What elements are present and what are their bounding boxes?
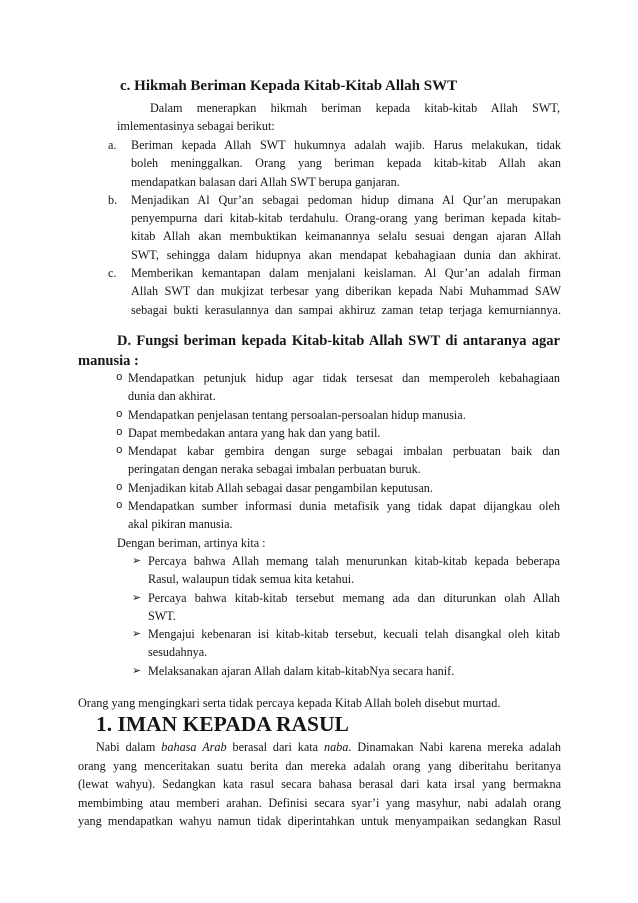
- benefit-item: [116, 406, 560, 424]
- benefit-line: Mendapat kabar gembira dengan surge sebagai imbalan perbuatan baik dan: [128, 444, 560, 459]
- list-item-line: Menjadikan Al Qur’an sebagai pedoman hidup dimana Al Qur’an merupakan: [131, 192, 561, 207]
- benefit-line: Mendapatkan petunjuk hidup agar tidak tersesat dan memperoleh kebahagiaan: [128, 371, 560, 385]
- meaning-item: [132, 625, 560, 662]
- paragraph-line: yang mendapatkan wahyu namun tidak diperintahkan untuk menyampaikan sedangkan Rasul: [78, 814, 561, 829]
- intro-line: Dalam menerapkan hikmah beriman kepada kitab-kitab Allah SWT,: [150, 101, 560, 115]
- list-item-line: kitab Allah akan membuktikan keimanannya selalu sesuai dengan ajaran Allah: [131, 229, 561, 244]
- benefit-line: Mendapatkan penjelasan tentang persoalan-persoalan hidup manusia.: [128, 407, 466, 422]
- section-c-heading: c. Hikmah Beriman Kepada Kitab-Kitab Allah SWT: [120, 78, 458, 94]
- bullet-marker: o: [116, 445, 123, 458]
- meaning-line: Rasul, walaupun tidak semua kita ketahui.: [148, 572, 355, 587]
- list-item-c: [108, 264, 561, 319]
- text-segment: berasal dari kata: [226, 740, 324, 754]
- benefit-item: [116, 424, 560, 442]
- benefit-line: peringatan dengan neraka sebagai imbalan perbuatan buruk.: [128, 462, 421, 477]
- list-marker: c.: [108, 266, 117, 281]
- benefit-item: [116, 497, 560, 534]
- meaning-line: Melaksanakan ajaran Allah dalam kitab-kitabNya secara hanif.: [148, 663, 455, 678]
- section-c-intro: [117, 99, 560, 136]
- meaning-line: sesudahnya.: [148, 645, 208, 660]
- list-item-line: Beriman kepada Allah SWT hukumnya adalah wajib. Harus melakukan, tidak: [131, 138, 561, 152]
- arrow-bullet-icon: ➢: [132, 590, 142, 604]
- paragraph-line: membimbing atau memberi arahan. Definisi secara syar’i yang masyhur, nabi adalah orang: [78, 795, 561, 810]
- arrow-bullet-icon: ➢: [132, 663, 142, 677]
- benefit-line: Dapat membedakan antara yang hak dan yang batil.: [128, 425, 381, 440]
- meaning-line: Percaya bahwa Allah memang talah menurunkan kitab-kitab kepada beberapa: [148, 553, 560, 568]
- list-item-b: [108, 191, 561, 264]
- section-1-heading: 1. IMAN KEPADA RASUL: [96, 712, 349, 736]
- bullet-marker: o: [116, 372, 123, 384]
- closing-line: Orang yang mengingkari serta tidak percaya kepada Kitab Allah boleh disebut murtad.: [78, 696, 501, 710]
- heading-line: D. Fungsi beriman kepada Kitab-kitab Allah SWT di antaranya agar: [117, 333, 560, 349]
- italic-term: bahasa Arab: [161, 740, 227, 754]
- arrow-bullet-icon: ➢: [132, 553, 142, 567]
- text-segment: . Dinamakan Nabi karena mereka adalah: [348, 740, 561, 754]
- list-marker: b.: [108, 192, 118, 207]
- arrow-bullet-icon: ➢: [132, 627, 142, 641]
- section-1-paragraph: [78, 738, 561, 831]
- paragraph-line: (lewat wahyu). Sedangkan kata rasul secara bahasa berasal dari kata irsal yang bermakna: [78, 777, 561, 792]
- paragraph-line: orang yang menceritakan suatu berita dan mereka adalah orang yang diberitahu beritanya: [78, 758, 561, 773]
- meaning-item: [132, 552, 560, 589]
- list-item-a: [108, 136, 561, 191]
- closing-paragraph: [78, 694, 560, 712]
- list-item-line: sebagai bukti kerasulannya dan sampai akhiruz zaman tetap terjaga kemurniannya.: [131, 302, 561, 317]
- benefit-line: dunia dan akhirat.: [128, 389, 216, 404]
- paragraph-line: [78, 738, 561, 757]
- section-c-list: [0, 136, 638, 319]
- meaning-line: SWT.: [148, 608, 176, 623]
- meaning-line: Percaya bahwa kitab-kitab tersebut memang ada dan diturunkan olah Allah: [148, 590, 560, 605]
- section-d-list: [0, 369, 638, 680]
- heading-line: manusia :: [78, 353, 139, 369]
- benefit-line: Menjadikan kitab Allah sebagai dasar pengambilan keputusan.: [128, 480, 433, 495]
- benefit-line: Mendapatkan sumber informasi dunia metafisik yang tidak dapat dijangkau oleh: [128, 499, 560, 514]
- bullet-marker: o: [116, 426, 123, 439]
- list-item-line: Memberikan kemantapan dalam menjalani keislaman. Al Qur’an adalah firman: [131, 266, 561, 281]
- list-item-line: penyempurna dari kitab-kitab terdahulu. Orang-orang yang beriman kepada kitab-: [131, 211, 561, 226]
- list-marker: a.: [108, 138, 117, 152]
- meaning-line: Mengajui kebenaran isi kitab-kitab tersebut, kecuali telah disangkal oleh kitab: [148, 627, 560, 642]
- meaning-item: [132, 589, 560, 626]
- section-d-heading: [78, 331, 560, 371]
- lead-sentence: Dengan beriman, artinya kita :: [117, 535, 266, 550]
- text-segment: Nabi dalam: [96, 740, 162, 754]
- benefit-item: [116, 479, 560, 497]
- benefit-line: akal pikiran manusia.: [128, 517, 233, 532]
- bullet-marker: o: [116, 481, 123, 494]
- list-item-line: boleh meninggalkan. Orang yang beriman kepada kitab-kitab Allah akan: [131, 156, 561, 171]
- list-item-line: mendapatkan balasan dari Allah SWT berupa ganjaran.: [131, 174, 400, 189]
- meaning-item: [132, 662, 560, 680]
- italic-term: naba: [323, 740, 349, 754]
- list-item-line: SWT, sehingga dalam hidupnya akan mendapat kebahagiaan dunia dan akhirat.: [131, 247, 561, 262]
- bullet-marker: o: [116, 500, 123, 513]
- bullet-marker: o: [116, 408, 123, 421]
- intro-line: imlementasinya sebagai berikut:: [117, 119, 275, 134]
- list-item-line: Allah SWT dan mukjizat terbesar yang diberikan kepada Nabi Muhammad SAW: [131, 284, 561, 299]
- benefit-item: [116, 442, 560, 479]
- benefit-item: [116, 369, 560, 406]
